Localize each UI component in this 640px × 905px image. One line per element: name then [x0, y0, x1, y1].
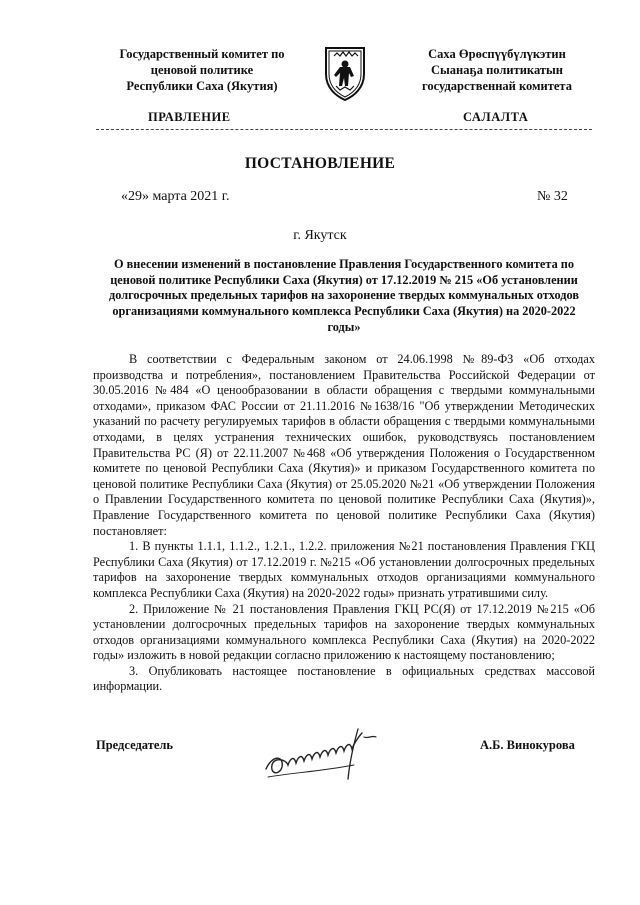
issuer-line: ценовой политике: [150, 63, 254, 77]
body-paragraph: 1. В пункты 1.1.1, 1.1.2., 1.2.1., 1.2.2. приложения №21 постановления Правления ГКЦ Республики Саха (Якутия) от 17.12.2019 г. №215 «Об установлении долгосрочных предельных тарифов на захоронение твердых коммунальных отходов организациями коммунального комплекса Республики Саха (Якутия) на 2020-2022 годы» признать утратившими силу.: [93, 539, 595, 600]
header-divider: [96, 129, 592, 130]
issuer-line: Сыанаҕа политикатын: [431, 63, 563, 77]
document-body: [93, 352, 595, 695]
issuer-name-yakut: [402, 46, 592, 94]
document-title: ПОСТАНОВЛЕНИЕ: [244, 155, 396, 172]
coat-of-arms-icon: [320, 44, 370, 102]
body-paragraph: В соответствии с Федеральным законом от 24.06.1998 №89-ФЗ «Об отходах производства и потребления», постановлением Правительства Российской Федерации от 30.05.2016 №484 «О ценообразовании в области обращения с твердыми коммунальными отходами», приказом ФАС России от 21.11.2016 №1638/16 "Об утверждении Методических указаний по расчету регулируемых тарифов в области обращения с твердыми коммунальными отходами, в целях устранения технических ошибок, руководствуясь постановлением Правительства РС (Я) от 22.11.2007 №468 «Об утверждения Положения о Государственном комитете по ценовой Республики Саха (Якутия)» и приказом Государственного комитета по ценовой политике Республики Саха (Якутия) от 25.05.2020 №21 «Об утверждении Положения о Правлении Государственного комитета по ценовой политике Республики Саха (Якутия)», Правление Государственного комитета по ценовой политике Республики Саха (Якутия) постановляет:: [93, 352, 595, 538]
document-subject: О внесении изменений в постановление Правления Государственного комитета по ценовой политике Республики Саха (Якутия) от 17.12.2019 № 215 «Об установлении долгосрочных предельных тарифов на захоронение твердых коммунальных отходов организациями коммунального комплекса Республики Саха (Якутия) на 2020-2022 годы»: [109, 257, 579, 334]
issuer-line: государственнай комитета: [422, 79, 572, 93]
body-paragraph: 2. Приложение № 21 постановления Правления ГКЦ РС(Я) от 17.12.2019 №215 «Об установлении долгосрочных предельных тарифов на захоронение твердых коммунальных отходов организациями коммунального комплекса Республики Саха (Якутия) на 2020-2022 годы» изложить в новой редакции согласно приложению к настоящему постановлению;: [93, 601, 595, 663]
handwritten-signature: [262, 725, 386, 787]
signer-name: А.Б. Винокурова: [480, 738, 575, 752]
board-label-russian: ПРАВЛЕНИЕ: [148, 110, 231, 124]
document-number: № 32: [537, 189, 568, 204]
issuer-line: Республики Саха (Якутия): [126, 79, 278, 93]
document-city: г. Якутск: [293, 228, 347, 243]
issuer-line: Саха Өрөспүүбүлүкэтин: [428, 47, 566, 61]
issuer-line: Государственный комитет по: [119, 47, 285, 61]
body-paragraph: 3. Опубликовать настоящее постановление в официальных средствах массовой информации.: [93, 663, 595, 694]
signer-title: Председатель: [96, 738, 174, 752]
issuer-name-russian: [96, 46, 308, 94]
board-label-yakut: САЛАЛТА: [463, 110, 529, 124]
document-date: «29» марта 2021 г.: [121, 189, 230, 204]
